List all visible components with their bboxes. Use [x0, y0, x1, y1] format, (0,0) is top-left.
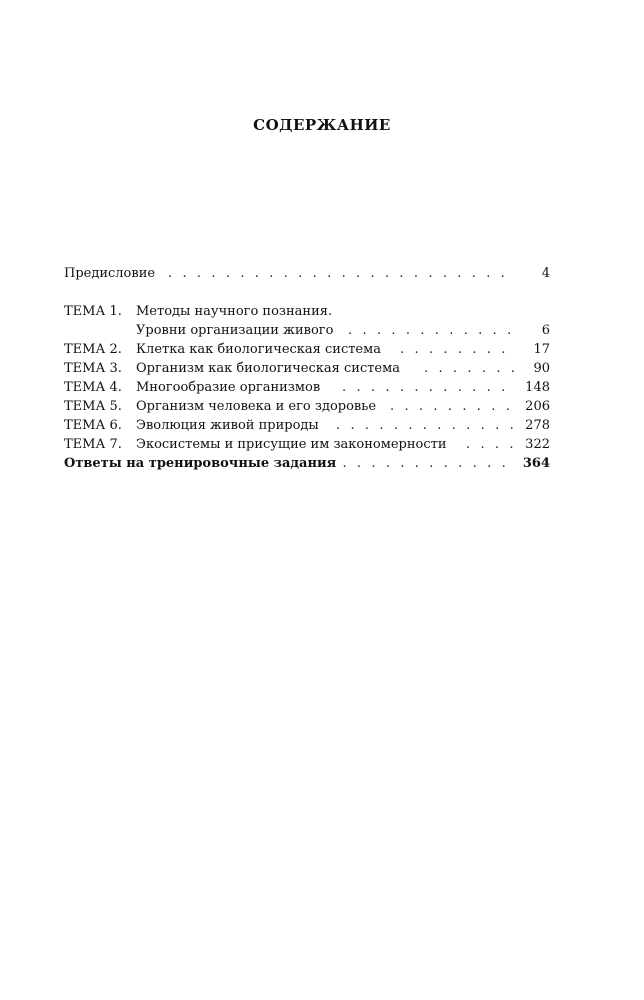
toc-row [64, 340, 550, 359]
toc-row [64, 416, 550, 435]
toc-page-number: 90 [533, 361, 550, 376]
topic-title: Организм как биологическая система [136, 361, 400, 376]
toc-topics [64, 302, 550, 473]
toc-page-number: 364 [522, 456, 550, 471]
toc-row [64, 378, 550, 397]
toc-page-number: 6 [541, 323, 550, 338]
leader-dots [336, 416, 516, 435]
toc-page-number: 322 [525, 437, 550, 452]
leader-dots [348, 321, 516, 340]
topic-title: Эволюция живой природы [136, 418, 319, 433]
topic-number: ТЕМА 5. [64, 399, 122, 414]
topic-title: Клетка как биологическая система [136, 342, 381, 357]
toc-page-number: 148 [525, 380, 550, 395]
topic-title-line2: Уровни организации живого [136, 323, 334, 338]
toc-preface [64, 264, 550, 283]
topic-number: ТЕМА 4. [64, 380, 122, 395]
leader-dots [342, 378, 516, 397]
leader-dots [390, 397, 516, 416]
toc-label: Ответы на тренировочные задания [64, 456, 337, 471]
leader-dots [168, 264, 516, 283]
topic-title: Экосистемы и присущие им закономерности [136, 437, 447, 452]
toc-row [64, 435, 550, 454]
topic-number: ТЕМА 3. [64, 361, 122, 376]
topic-number: ТЕМА 1. [64, 304, 122, 319]
topic-number: ТЕМА 7. [64, 437, 122, 452]
toc-row [64, 359, 550, 378]
leader-dots [424, 359, 516, 378]
leader-dots [466, 435, 516, 454]
toc-row [64, 454, 550, 473]
topic-number: ТЕМА 2. [64, 342, 122, 357]
toc-row [64, 397, 550, 416]
toc-row [64, 302, 550, 340]
toc-label: Предисловие [64, 264, 159, 283]
topic-title: Многообразие организмов [136, 380, 321, 395]
leader-dots [400, 340, 516, 359]
toc-page-number: 278 [525, 418, 550, 433]
toc-page-number: 206 [525, 399, 550, 414]
page-title: СОДЕРЖАНИЕ [253, 116, 391, 134]
topic-title-line1: Методы научного познания. [136, 304, 333, 319]
topic-number: ТЕМА 6. [64, 418, 122, 433]
toc-row [64, 264, 550, 283]
leader-dots [328, 454, 516, 473]
toc-page-number: 4 [541, 266, 550, 281]
toc-page-number: 17 [533, 342, 550, 357]
topic-title: Организм человека и его здоровье [136, 399, 377, 414]
